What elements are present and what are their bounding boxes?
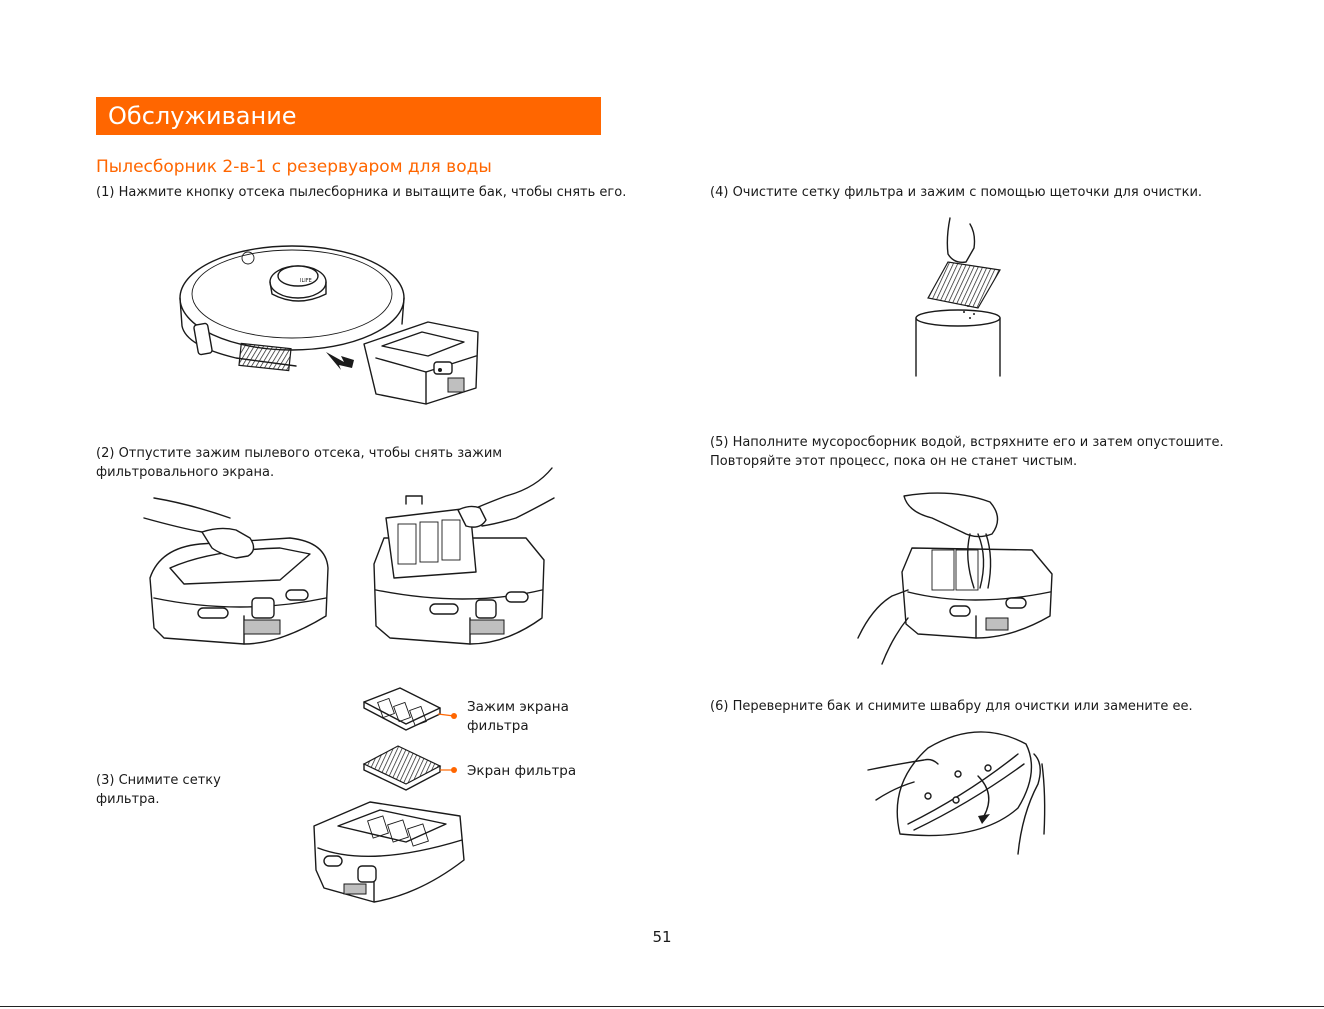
- callout-filter-clip-line-2: фильтра: [467, 718, 529, 734]
- robot-brand-mark: ILIFE: [300, 278, 312, 284]
- step-3-text: [96, 771, 221, 809]
- step-5-text: [710, 433, 1224, 471]
- step-6-number: (6): [710, 699, 729, 714]
- step-3-line-1: Снимите сетку: [118, 773, 221, 788]
- rinse-dustbin-illustration: [852, 488, 1062, 666]
- page-number: 51: [652, 928, 672, 946]
- callout-filter-clip: [467, 698, 569, 736]
- step-4-text: [710, 183, 1202, 202]
- callout-filter-screen: Экран фильтра: [467, 763, 577, 779]
- step-4-label: Очистите сетку фильтра и зажим с помощью щеточки для очистки.: [732, 185, 1203, 200]
- step-5-line-1: Наполните мусоросборник водой, встряхните его и затем опустошите.: [732, 435, 1224, 450]
- callout-filter-clip-line-1: Зажим экрана: [467, 699, 569, 715]
- step-2-line-2: фильтровального экрана.: [96, 465, 275, 480]
- step-1-label: Нажмите кнопку отсека пылесборника и вытащите бак, чтобы снять его.: [118, 185, 627, 200]
- step-2-line-1: Отпустите зажим пылевого отсека, чтобы снять зажим: [118, 446, 503, 461]
- step-2-number: (2): [96, 446, 115, 461]
- release-clip-illustration: [140, 498, 340, 648]
- step-1-number: (1): [96, 185, 115, 200]
- flip-dustbin-mop-illustration: [868, 724, 1048, 858]
- step-6-label: Переверните бак и снимите швабру для очистки или замените ее.: [732, 699, 1193, 714]
- bottom-rule: [0, 1006, 1324, 1007]
- step-3-number: (3): [96, 773, 115, 788]
- step-5-number: (5): [710, 435, 729, 450]
- clean-filter-brush-illustration: [908, 218, 1008, 380]
- robot-dustbin-removal-illustration: [176, 228, 486, 414]
- section-title-banner: Обслуживание: [96, 97, 601, 135]
- filter-clip-open-illustration: [366, 468, 556, 648]
- step-6-text: [710, 697, 1193, 716]
- step-4-number: (4): [710, 185, 729, 200]
- step-5-line-2: Повторяйте этот процесс, пока он не станет чистым.: [710, 454, 1078, 469]
- step-3-line-2: фильтра.: [96, 792, 160, 807]
- step-1-text: [96, 183, 626, 202]
- filter-parts-illustration: [310, 680, 470, 912]
- subsection-title: Пылесборник 2-в-1 с резервуаром для воды: [96, 157, 492, 177]
